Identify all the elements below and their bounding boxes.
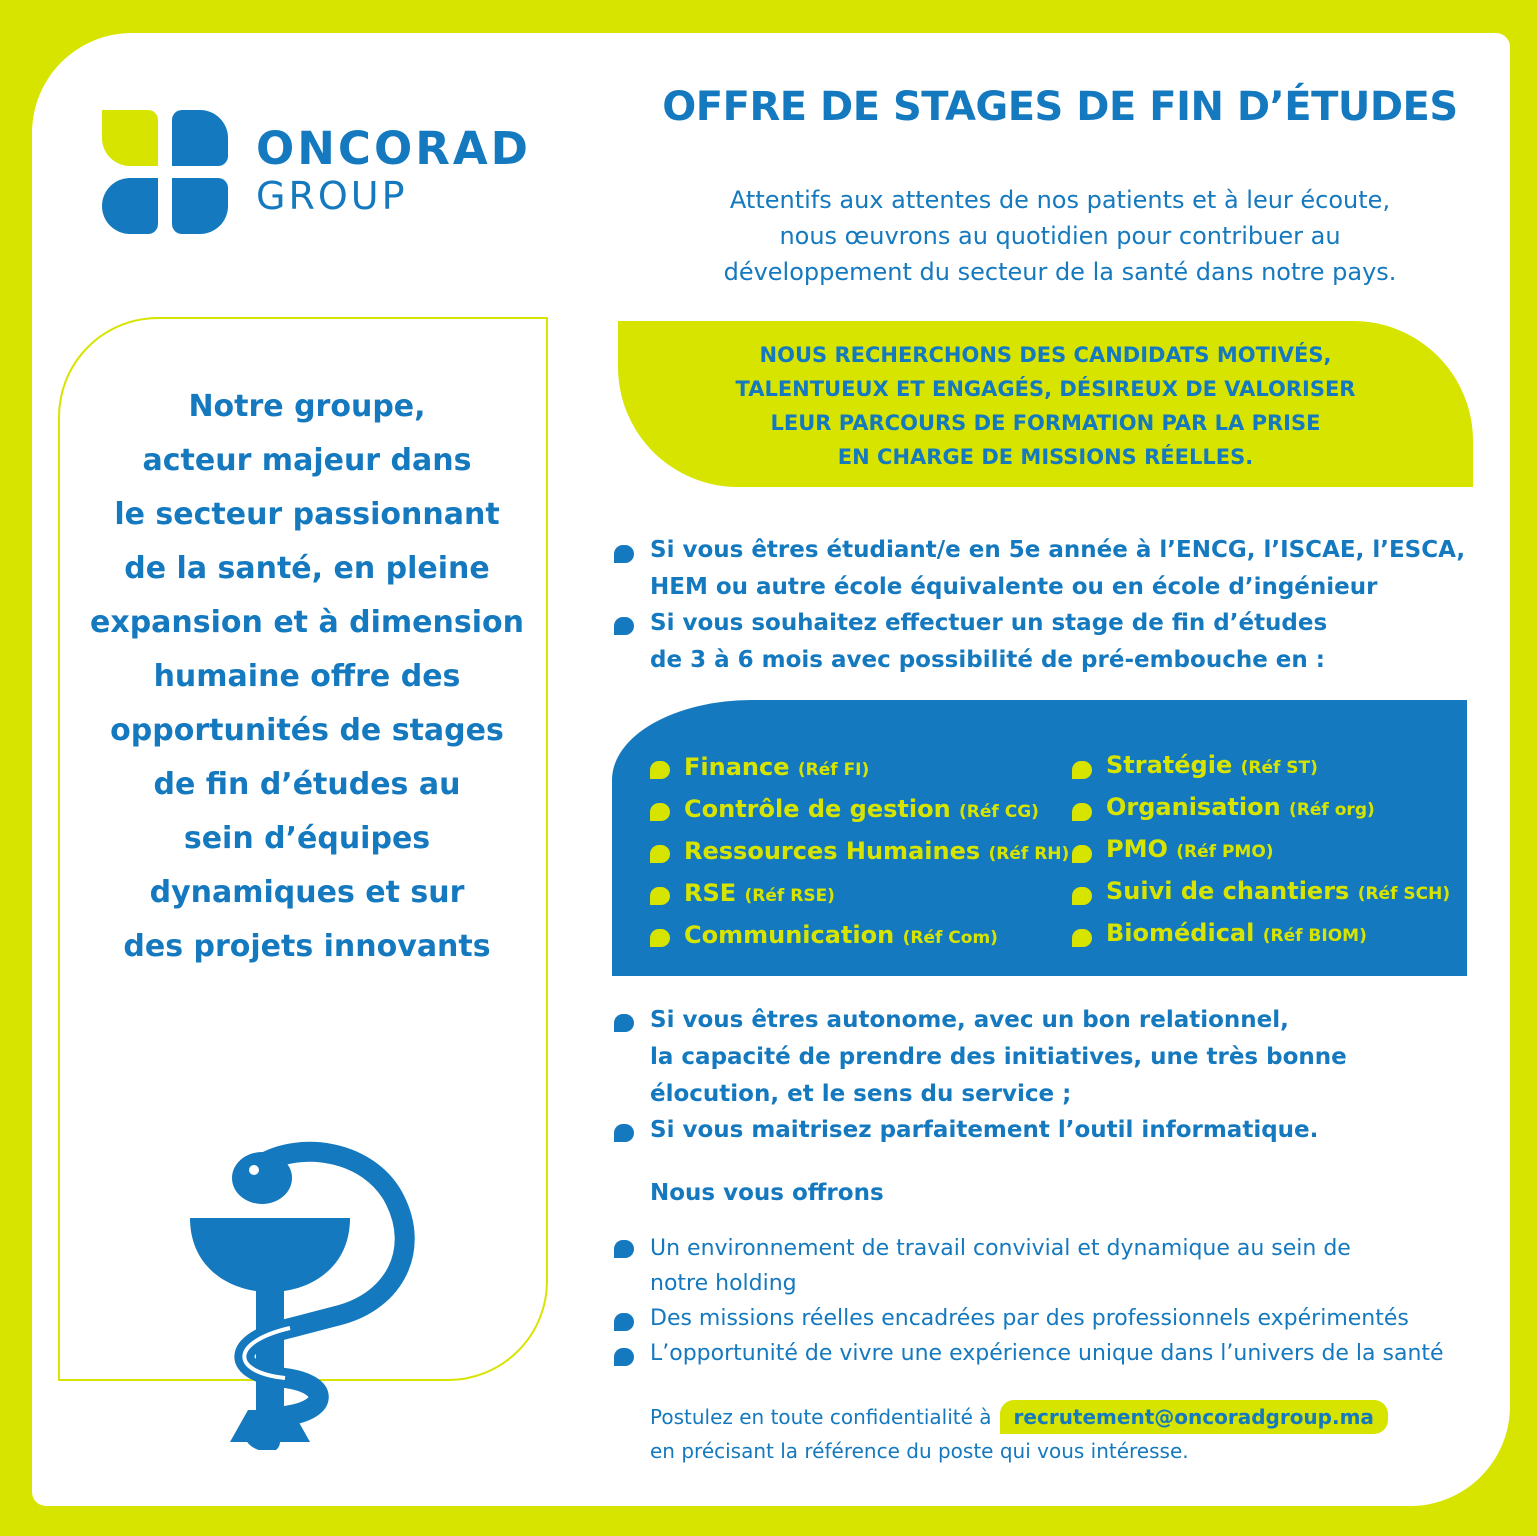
pharmacy-bowl-snake-icon [190,1140,420,1450]
bullet-icon [614,1348,634,1366]
apply-section: Postulez en toute confidentialité à recrutement@oncoradgroup.ma en précisant la référence du poste qui vous intéresse. [650,1400,1388,1468]
bullet-icon [650,761,670,779]
position-finance: Finance (Réf FI) [684,753,870,781]
requirement-item: Si vous souhaitez effectuer un stage de fin d’études de 3 à 6 mois avec possibilité de pré-embouche en : [650,610,1328,673]
email-link[interactable]: recrutement@oncoradgroup.ma [1000,1400,1388,1434]
position-controle-gestion: Contrôle de gestion (Réf CG) [684,795,1039,823]
oncorad-logo-icon [100,108,230,236]
intro-text: Attentifs aux attentes de nos patients et à leur écoute, nous œuvrons au quotidien pour contribuer au développement du secteur de la santé dans notre pays. [723,186,1397,286]
bullet-icon [1072,845,1092,863]
bullet-icon [650,887,670,905]
position-rse: RSE (Réf RSE) [684,879,835,907]
left-panel-text: Notre groupe, acteur majeur dans le secteur passionnant de la santé, en pleine expansion et à dimension humaine offre des opportunités de stages de fin d’études au sein d’équipes dynamiques et sur des projets innovants [90,389,524,964]
offer-item: Des missions réelles encadrées par des professionnels expérimentés [650,1306,1409,1331]
position-biomedical: Biomédical (Réf BIOM) [1106,919,1367,947]
offer-title: Nous vous offrons [650,1180,884,1206]
requirement-item: Si vous êtres étudiant/e en 5e année à l’ENCG, l’ISCAE, l’ESCA, HEM ou autre école équivalente ou en école d’ingénieur [650,537,1466,600]
bullet-icon [614,1313,634,1331]
bullet-icon [1072,803,1092,821]
position-pmo: PMO (Réf PMO) [1106,835,1274,863]
bullet-icon [650,803,670,821]
brand-subname: GROUP [256,174,408,218]
position-rh: Ressources Humaines (Réf RH) [684,837,1070,865]
bullet-icon [1072,761,1092,779]
bullet-icon [614,617,634,635]
offer-item: Un environnement de travail convivial et dynamique au sein de notre holding [650,1236,1351,1296]
page-title: OFFRE DE STAGES DE FIN D’ÉTUDES [662,84,1458,130]
offer-item: L’opportunité de vivre une expérience unique dans l’univers de la santé [650,1341,1444,1366]
callout-text: NOUS RECHERCHONS DES CANDIDATS MOTIVÉS, TALENTUEUX ET ENGAGÉS, DÉSIREUX DE VALORISER LEUR PARCOURS DE FORMATION PAR LA PRISE EN CHARGE DE MISSIONS RÉELLES. [735,343,1356,469]
requirement-item: Si vous maitrisez parfaitement l’outil informatique. [650,1117,1319,1143]
bullet-icon [614,1014,634,1032]
bullet-icon [1072,887,1092,905]
bullet-icon [614,1124,634,1142]
bullet-icon [614,545,634,563]
position-suivi-chantiers: Suivi de chantiers (Réf SCH) [1106,877,1451,905]
brand-name: ONCORAD [256,122,532,175]
bullet-icon [650,845,670,863]
bullet-icon [614,1240,634,1258]
position-communication: Communication (Réf Com) [684,921,998,949]
requirement-item: Si vous êtres autonome, avec un bon relationnel, la capacité de prendre des initiatives, une très bonne élocution, et le sens du service ; [650,1007,1347,1107]
bullet-icon [650,929,670,947]
position-strategie: Stratégie (Réf ST) [1106,751,1318,779]
position-organisation: Organisation (Réf org) [1106,793,1375,821]
bullet-icon [1072,929,1092,947]
